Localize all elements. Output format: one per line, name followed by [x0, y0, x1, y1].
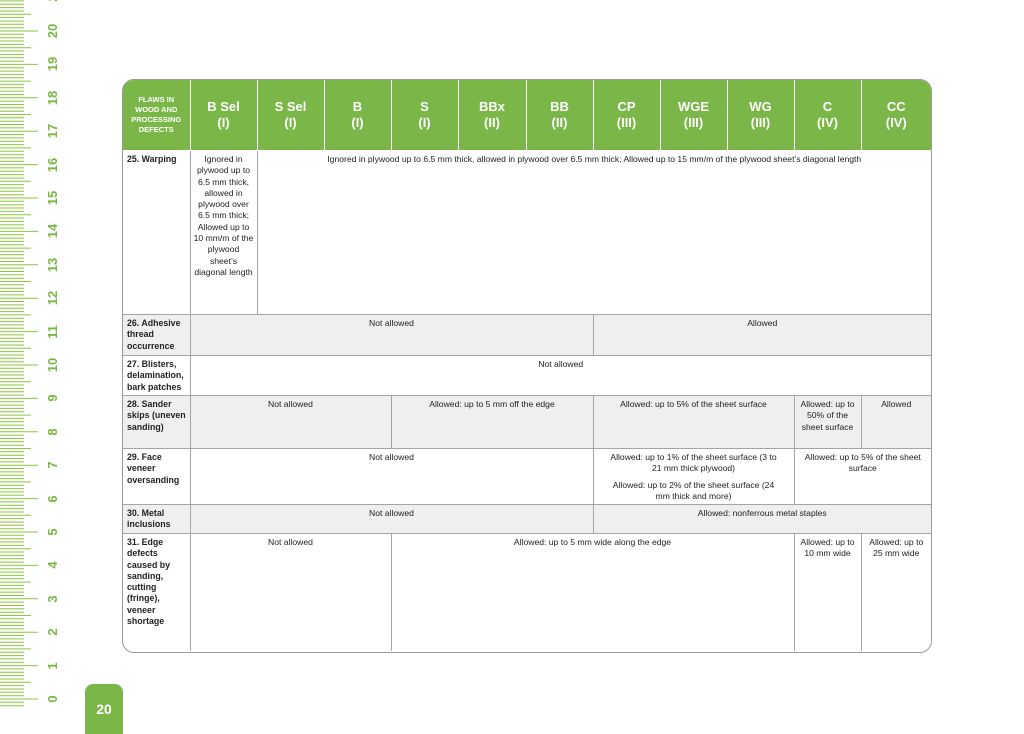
grade-header-bbx: BBx (II) [458, 80, 526, 151]
table-cell: Not allowed [190, 396, 391, 449]
ruler-number: 7 [45, 461, 60, 469]
ruler-number: 10 [45, 357, 60, 373]
table-cell: Allowed: nonferrous metal staples [593, 505, 931, 534]
table-cell: Ignored in plywood up to 6.5 mm thick, allowed in plywood over 6.5 mm thick; Allowed up to 15 mm/m of the plywood sheet’s diagonal length [257, 151, 931, 315]
ruler-number: 12 [45, 290, 60, 306]
plywood-grade-table [122, 79, 932, 653]
table-row [123, 315, 931, 356]
ruler-number: 0 [45, 695, 60, 703]
table-cell: Not allowed [190, 356, 931, 396]
table-cell: Allowed: up to 50% of the sheet surface [794, 396, 861, 449]
header-row [123, 80, 931, 151]
table-cell: Allowed: up to 5% of the sheet surface [794, 449, 931, 505]
table-row [123, 505, 931, 534]
oversanding-thick-plywood: Allowed: up to 2% of the sheet surface (24 mm thick and more) [612, 479, 775, 501]
ruler-number: 5 [45, 528, 60, 536]
table-row [123, 534, 931, 651]
table-row [123, 356, 931, 396]
row-label-face-veneer: 29. Face veneer oversanding [123, 449, 190, 505]
ruler-number: 4 [45, 561, 60, 570]
grade-header-s-sel: S Sel (I) [257, 80, 324, 151]
table-cell: Allowed [861, 396, 931, 449]
edge-ruler [0, 0, 75, 734]
table-cell: Not allowed [190, 449, 593, 505]
ruler-number: 20 [45, 23, 60, 39]
table-cell [593, 449, 794, 505]
row-label-blisters: 27. Blisters, delamination, bark patches [123, 356, 190, 396]
ruler-number: 14 [45, 224, 60, 239]
ruler-number: 9 [45, 394, 60, 403]
ruler-number: 19 [45, 57, 60, 72]
oversanding-thin-plywood: Allowed: up to 1% of the sheet surface (3 to 21 mm thick plywood) [610, 452, 777, 474]
table-cell: Ignored in plywood up to 6.5 mm thick, allowed in plywood over 6.5 mm thick; Allowed up to 10 mm/m of the plywood sheet’s diagonal length [190, 151, 257, 315]
ruler-number: 3 [45, 595, 60, 603]
grade-header-s: S (I) [391, 80, 458, 151]
table-cell: Not allowed [190, 315, 593, 356]
table-cell: Allowed [593, 315, 931, 356]
ruler-number [46, 0, 60, 11]
ruler-number: 17 [45, 123, 60, 139]
ruler-number: 11 [45, 324, 60, 339]
table-row [123, 449, 931, 505]
grade-header-b: B (I) [324, 80, 391, 151]
row-label-metal-inclusions: 30. Metal inclusions [123, 505, 190, 534]
row-label-warping: 25. Warping [123, 151, 190, 315]
ruler-number: 6 [45, 494, 60, 503]
table-cell: Allowed: up to 25 mm wide [861, 534, 931, 651]
grade-header-bb: BB (II) [526, 80, 593, 151]
table-row [123, 396, 931, 449]
table-cell: Not allowed [190, 505, 593, 534]
row-label-edge-defects: 31. Edge defects caused by sanding, cutting (fringe), veneer shortage [123, 534, 190, 651]
table-cell: Not allowed [190, 534, 391, 651]
grade-header-b-sel: B Sel (I) [190, 80, 257, 151]
grade-header-cp: CP (III) [593, 80, 660, 151]
page-number: 20 [85, 684, 123, 734]
ruler-number: 13 [45, 257, 60, 273]
ruler-number: 15 [45, 190, 60, 206]
table-cell: Allowed: up to 5 mm wide along the edge [391, 534, 794, 651]
grade-header-cc: CC (IV) [861, 80, 931, 151]
table-cell: Allowed: up to 5 mm off the edge [391, 396, 593, 449]
row-label-sander-skips: 28. Sander skips (uneven sanding) [123, 396, 190, 449]
grade-header-wge: WGE (III) [660, 80, 727, 151]
grade-header-c: C (IV) [794, 80, 861, 151]
table-row [123, 151, 931, 315]
row-label-adhesive-thread: 26. Adhesive thread occurrence [123, 315, 190, 356]
ruler-number: 18 [45, 90, 60, 106]
table-cell: Allowed: up to 10 mm wide [794, 534, 861, 651]
flaw-column-header: FLAWS IN WOOD AND PROCESSING DEFECTS [123, 80, 190, 151]
ruler-number: 8 [45, 428, 60, 436]
ruler-number: 2 [45, 628, 60, 636]
grade-header-wg: WG (III) [727, 80, 794, 151]
ruler-number: 1 [45, 661, 60, 670]
table-cell: Allowed: up to 5% of the sheet surface [593, 396, 794, 449]
ruler-number: 16 [45, 157, 60, 172]
